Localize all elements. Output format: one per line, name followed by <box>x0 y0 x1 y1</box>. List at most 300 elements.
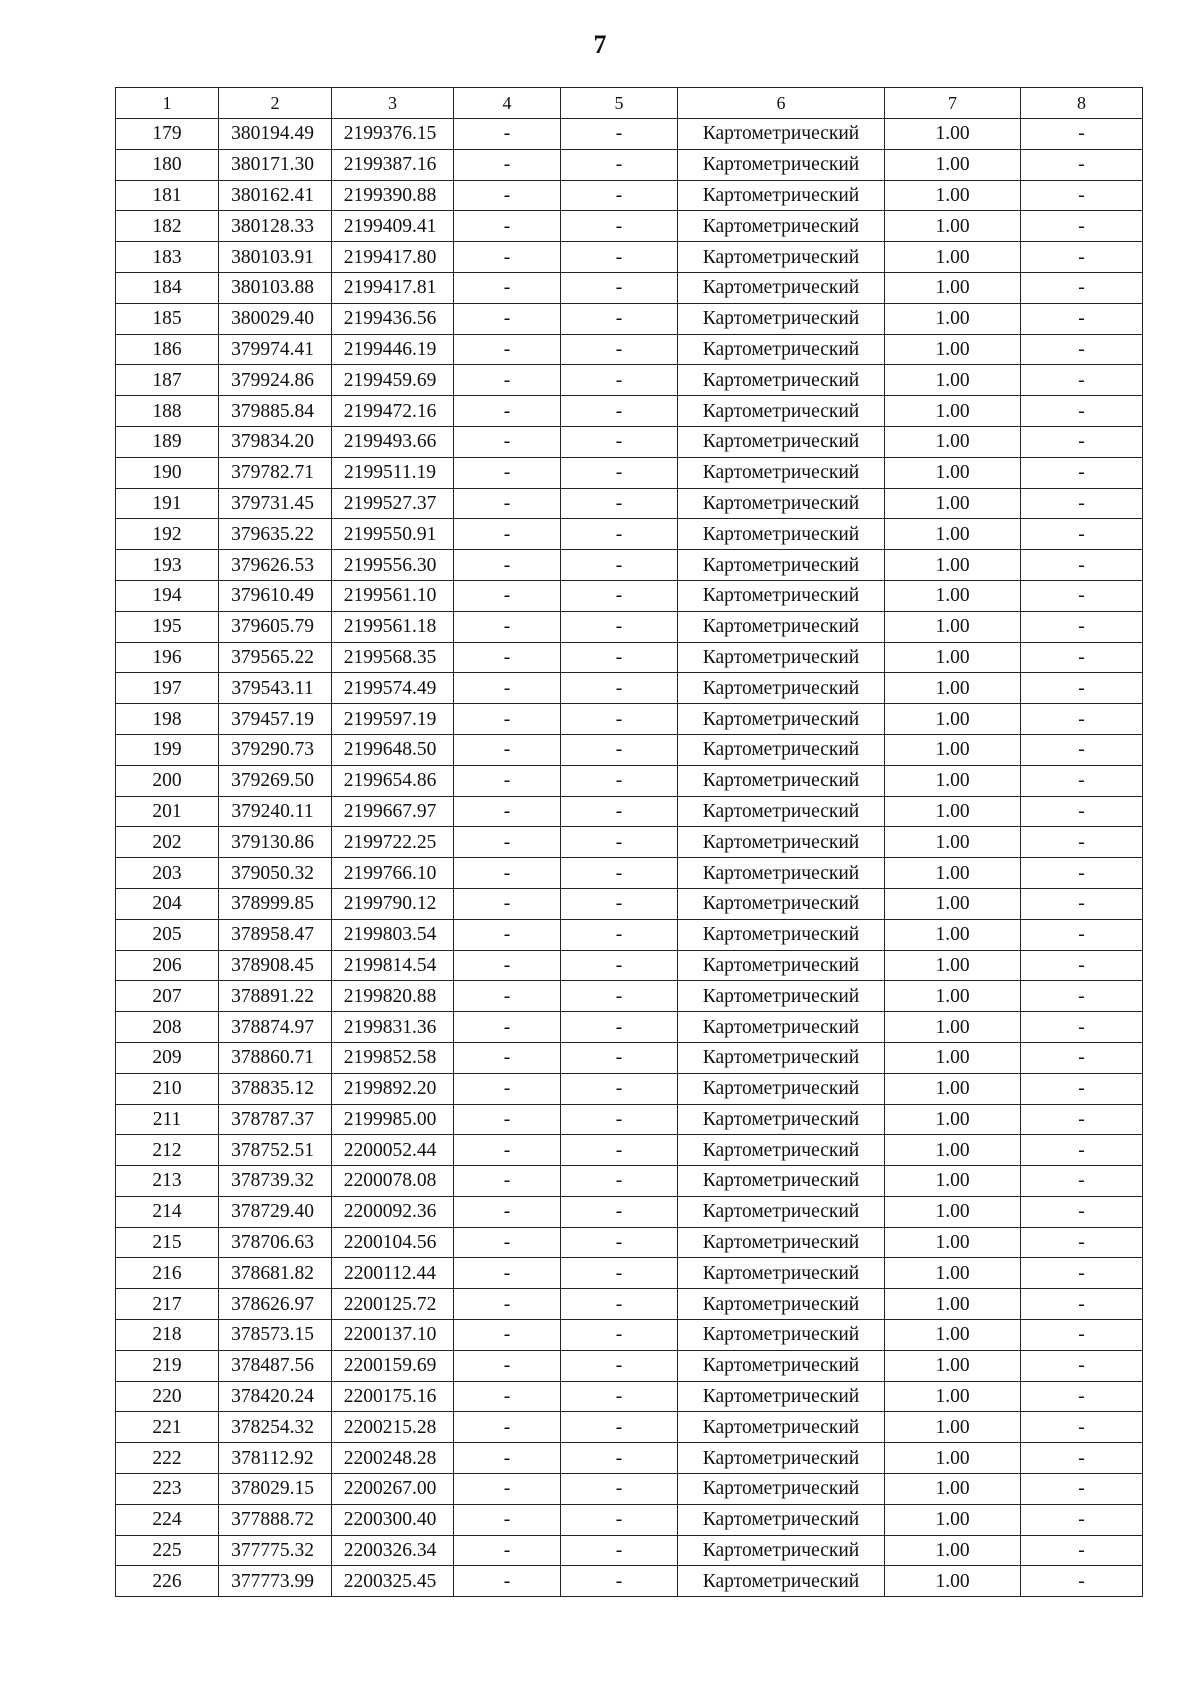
col8-cell: - <box>1021 1412 1143 1443</box>
accuracy-cell: 1.00 <box>885 858 1021 889</box>
y-coordinate-cell: 2199820.88 <box>332 981 454 1012</box>
x-coordinate-cell: 380103.91 <box>219 242 332 273</box>
accuracy-cell: 1.00 <box>885 1412 1021 1443</box>
col8-cell: - <box>1021 1566 1143 1597</box>
method-cell: Картометрический <box>678 642 885 673</box>
table-row <box>116 1474 1143 1505</box>
col4-cell: - <box>454 334 561 365</box>
method-cell: Картометрический <box>678 1042 885 1073</box>
y-coordinate-cell: 2200112.44 <box>332 1258 454 1289</box>
x-coordinate-cell: 379543.11 <box>219 673 332 704</box>
y-coordinate-cell: 2199831.36 <box>332 1012 454 1043</box>
col8-cell: - <box>1021 519 1143 550</box>
col5-cell: - <box>561 673 678 704</box>
method-cell: Картометрический <box>678 180 885 211</box>
table-row <box>116 119 1143 150</box>
table-body <box>116 88 1143 1597</box>
table-row <box>116 272 1143 303</box>
accuracy-cell: 1.00 <box>885 1443 1021 1474</box>
table-row <box>116 1166 1143 1197</box>
accuracy-cell: 1.00 <box>885 919 1021 950</box>
coordinates-table <box>115 87 1143 1597</box>
accuracy-cell: 1.00 <box>885 704 1021 735</box>
x-coordinate-cell: 379290.73 <box>219 734 332 765</box>
col4-cell: - <box>454 827 561 858</box>
point-number-cell: 191 <box>116 488 219 519</box>
y-coordinate-cell: 2199376.15 <box>332 119 454 150</box>
y-coordinate-cell: 2199722.25 <box>332 827 454 858</box>
y-coordinate-cell: 2200104.56 <box>332 1227 454 1258</box>
x-coordinate-cell: 378999.85 <box>219 888 332 919</box>
col4-cell: - <box>454 1258 561 1289</box>
method-cell: Картометрический <box>678 519 885 550</box>
method-cell: Картометрический <box>678 796 885 827</box>
col5-cell: - <box>561 888 678 919</box>
point-number-cell: 218 <box>116 1320 219 1351</box>
col5-cell: - <box>561 1196 678 1227</box>
col4-cell: - <box>454 1104 561 1135</box>
col8-cell: - <box>1021 796 1143 827</box>
col8-cell: - <box>1021 827 1143 858</box>
col8-cell: - <box>1021 1474 1143 1505</box>
accuracy-cell: 1.00 <box>885 1381 1021 1412</box>
method-cell: Картометрический <box>678 611 885 642</box>
col5-cell: - <box>561 580 678 611</box>
col4-cell: - <box>454 242 561 273</box>
col5-cell: - <box>561 1289 678 1320</box>
x-coordinate-cell: 378752.51 <box>219 1135 332 1166</box>
col4-cell: - <box>454 611 561 642</box>
point-number-cell: 179 <box>116 119 219 150</box>
col8-cell: - <box>1021 642 1143 673</box>
col8-cell: - <box>1021 334 1143 365</box>
col8-cell: - <box>1021 1042 1143 1073</box>
y-coordinate-cell: 2199387.16 <box>332 149 454 180</box>
point-number-cell: 226 <box>116 1566 219 1597</box>
x-coordinate-cell: 378874.97 <box>219 1012 332 1043</box>
method-cell: Картометрический <box>678 1504 885 1535</box>
method-cell: Картометрический <box>678 334 885 365</box>
accuracy-cell: 1.00 <box>885 303 1021 334</box>
table-row <box>116 1566 1143 1597</box>
x-coordinate-cell: 378891.22 <box>219 981 332 1012</box>
col5-cell: - <box>561 1474 678 1505</box>
point-number-cell: 203 <box>116 858 219 889</box>
method-cell: Картометрический <box>678 1320 885 1351</box>
y-coordinate-cell: 2199409.41 <box>332 211 454 242</box>
col4-cell: - <box>454 642 561 673</box>
col5-cell: - <box>561 1012 678 1043</box>
col8-cell: - <box>1021 888 1143 919</box>
col5-cell: - <box>561 1042 678 1073</box>
x-coordinate-cell: 380171.30 <box>219 149 332 180</box>
x-coordinate-cell: 379782.71 <box>219 457 332 488</box>
method-cell: Картометрический <box>678 303 885 334</box>
method-cell: Картометрический <box>678 1012 885 1043</box>
method-cell: Картометрический <box>678 1474 885 1505</box>
accuracy-cell: 1.00 <box>885 580 1021 611</box>
x-coordinate-cell: 379050.32 <box>219 858 332 889</box>
col5-cell: - <box>561 1258 678 1289</box>
x-coordinate-cell: 378029.15 <box>219 1474 332 1505</box>
x-coordinate-cell: 378958.47 <box>219 919 332 950</box>
point-number-cell: 221 <box>116 1412 219 1443</box>
col4-cell: - <box>454 1412 561 1443</box>
col8-cell: - <box>1021 303 1143 334</box>
col5-cell: - <box>561 765 678 796</box>
col8-cell: - <box>1021 211 1143 242</box>
col5-cell: - <box>561 365 678 396</box>
table-row <box>116 580 1143 611</box>
col4-cell: - <box>454 1381 561 1412</box>
y-coordinate-cell: 2199436.56 <box>332 303 454 334</box>
col5-cell: - <box>561 858 678 889</box>
table-row <box>116 1073 1143 1104</box>
col5-cell: - <box>561 1227 678 1258</box>
col5-cell: - <box>561 334 678 365</box>
method-cell: Картометрический <box>678 242 885 273</box>
table-row <box>116 211 1143 242</box>
table-row <box>116 919 1143 950</box>
table-row <box>116 888 1143 919</box>
col8-cell: - <box>1021 1320 1143 1351</box>
col5-cell: - <box>561 1443 678 1474</box>
col5-cell: - <box>561 981 678 1012</box>
table-row <box>116 827 1143 858</box>
col5-cell: - <box>561 426 678 457</box>
table-row <box>116 981 1143 1012</box>
table-row <box>116 642 1143 673</box>
x-coordinate-cell: 377775.32 <box>219 1535 332 1566</box>
y-coordinate-cell: 2200300.40 <box>332 1504 454 1535</box>
table-row <box>116 1504 1143 1535</box>
x-coordinate-cell: 379834.20 <box>219 426 332 457</box>
col8-cell: - <box>1021 1135 1143 1166</box>
y-coordinate-cell: 2199852.58 <box>332 1042 454 1073</box>
point-number-cell: 210 <box>116 1073 219 1104</box>
x-coordinate-cell: 379457.19 <box>219 704 332 735</box>
header-cell: 5 <box>561 88 678 119</box>
table-row <box>116 704 1143 735</box>
col4-cell: - <box>454 1350 561 1381</box>
x-coordinate-cell: 378835.12 <box>219 1073 332 1104</box>
col5-cell: - <box>561 1135 678 1166</box>
col5-cell: - <box>561 396 678 427</box>
y-coordinate-cell: 2200092.36 <box>332 1196 454 1227</box>
y-coordinate-cell: 2199459.69 <box>332 365 454 396</box>
accuracy-cell: 1.00 <box>885 119 1021 150</box>
col4-cell: - <box>454 1166 561 1197</box>
page-number: 7 <box>593 30 607 59</box>
y-coordinate-cell: 2199472.16 <box>332 396 454 427</box>
y-coordinate-cell: 2200215.28 <box>332 1412 454 1443</box>
col8-cell: - <box>1021 704 1143 735</box>
table-row <box>116 488 1143 519</box>
table-row <box>116 1289 1143 1320</box>
y-coordinate-cell: 2199568.35 <box>332 642 454 673</box>
point-number-cell: 201 <box>116 796 219 827</box>
col4-cell: - <box>454 858 561 889</box>
col4-cell: - <box>454 149 561 180</box>
method-cell: Картометрический <box>678 919 885 950</box>
accuracy-cell: 1.00 <box>885 1258 1021 1289</box>
col8-cell: - <box>1021 119 1143 150</box>
point-number-cell: 219 <box>116 1350 219 1381</box>
point-number-cell: 225 <box>116 1535 219 1566</box>
table-header-row <box>116 88 1143 119</box>
table-row <box>116 550 1143 581</box>
y-coordinate-cell: 2199417.81 <box>332 272 454 303</box>
point-number-cell: 198 <box>116 704 219 735</box>
col4-cell: - <box>454 1535 561 1566</box>
x-coordinate-cell: 379635.22 <box>219 519 332 550</box>
col4-cell: - <box>454 211 561 242</box>
col4-cell: - <box>454 550 561 581</box>
table-row <box>116 950 1143 981</box>
point-number-cell: 199 <box>116 734 219 765</box>
x-coordinate-cell: 378254.32 <box>219 1412 332 1443</box>
point-number-cell: 188 <box>116 396 219 427</box>
method-cell: Картометрический <box>678 488 885 519</box>
col8-cell: - <box>1021 765 1143 796</box>
table-row <box>116 734 1143 765</box>
y-coordinate-cell: 2199667.97 <box>332 796 454 827</box>
point-number-cell: 223 <box>116 1474 219 1505</box>
col5-cell: - <box>561 611 678 642</box>
method-cell: Картометрический <box>678 704 885 735</box>
col8-cell: - <box>1021 1196 1143 1227</box>
col5-cell: - <box>561 1566 678 1597</box>
y-coordinate-cell: 2199550.91 <box>332 519 454 550</box>
x-coordinate-cell: 380029.40 <box>219 303 332 334</box>
x-coordinate-cell: 378739.32 <box>219 1166 332 1197</box>
table-row <box>116 303 1143 334</box>
col5-cell: - <box>561 1073 678 1104</box>
y-coordinate-cell: 2199790.12 <box>332 888 454 919</box>
y-coordinate-cell: 2199493.66 <box>332 426 454 457</box>
col8-cell: - <box>1021 272 1143 303</box>
x-coordinate-cell: 379610.49 <box>219 580 332 611</box>
y-coordinate-cell: 2200175.16 <box>332 1381 454 1412</box>
point-number-cell: 206 <box>116 950 219 981</box>
accuracy-cell: 1.00 <box>885 1227 1021 1258</box>
col4-cell: - <box>454 1073 561 1104</box>
col5-cell: - <box>561 272 678 303</box>
point-number-cell: 216 <box>116 1258 219 1289</box>
y-coordinate-cell: 2199511.19 <box>332 457 454 488</box>
method-cell: Картометрический <box>678 888 885 919</box>
x-coordinate-cell: 380194.49 <box>219 119 332 150</box>
col4-cell: - <box>454 765 561 796</box>
point-number-cell: 222 <box>116 1443 219 1474</box>
y-coordinate-cell: 2199390.88 <box>332 180 454 211</box>
point-number-cell: 204 <box>116 888 219 919</box>
accuracy-cell: 1.00 <box>885 1135 1021 1166</box>
x-coordinate-cell: 380128.33 <box>219 211 332 242</box>
y-coordinate-cell: 2200325.45 <box>332 1566 454 1597</box>
method-cell: Картометрический <box>678 1443 885 1474</box>
method-cell: Картометрический <box>678 1166 885 1197</box>
col5-cell: - <box>561 704 678 735</box>
y-coordinate-cell: 2200248.28 <box>332 1443 454 1474</box>
col4-cell: - <box>454 888 561 919</box>
y-coordinate-cell: 2200137.10 <box>332 1320 454 1351</box>
col4-cell: - <box>454 1289 561 1320</box>
col4-cell: - <box>454 1443 561 1474</box>
header-cell: 4 <box>454 88 561 119</box>
col8-cell: - <box>1021 457 1143 488</box>
method-cell: Картометрический <box>678 426 885 457</box>
accuracy-cell: 1.00 <box>885 1504 1021 1535</box>
col5-cell: - <box>561 519 678 550</box>
x-coordinate-cell: 378860.71 <box>219 1042 332 1073</box>
col5-cell: - <box>561 211 678 242</box>
point-number-cell: 207 <box>116 981 219 1012</box>
col4-cell: - <box>454 1227 561 1258</box>
header-cell: 8 <box>1021 88 1143 119</box>
x-coordinate-cell: 378908.45 <box>219 950 332 981</box>
col8-cell: - <box>1021 1258 1143 1289</box>
x-coordinate-cell: 379731.45 <box>219 488 332 519</box>
x-coordinate-cell: 377888.72 <box>219 1504 332 1535</box>
point-number-cell: 215 <box>116 1227 219 1258</box>
y-coordinate-cell: 2199803.54 <box>332 919 454 950</box>
method-cell: Картометрический <box>678 765 885 796</box>
method-cell: Картометрический <box>678 1196 885 1227</box>
col8-cell: - <box>1021 550 1143 581</box>
y-coordinate-cell: 2200078.08 <box>332 1166 454 1197</box>
y-coordinate-cell: 2200159.69 <box>332 1350 454 1381</box>
point-number-cell: 181 <box>116 180 219 211</box>
table-row <box>116 1042 1143 1073</box>
col8-cell: - <box>1021 858 1143 889</box>
point-number-cell: 184 <box>116 272 219 303</box>
point-number-cell: 186 <box>116 334 219 365</box>
col5-cell: - <box>561 303 678 334</box>
accuracy-cell: 1.00 <box>885 950 1021 981</box>
table-row <box>116 180 1143 211</box>
method-cell: Картометрический <box>678 1104 885 1135</box>
col5-cell: - <box>561 242 678 273</box>
point-number-cell: 202 <box>116 827 219 858</box>
accuracy-cell: 1.00 <box>885 426 1021 457</box>
col4-cell: - <box>454 365 561 396</box>
y-coordinate-cell: 2199766.10 <box>332 858 454 889</box>
col4-cell: - <box>454 1566 561 1597</box>
x-coordinate-cell: 377773.99 <box>219 1566 332 1597</box>
col8-cell: - <box>1021 426 1143 457</box>
col8-cell: - <box>1021 1289 1143 1320</box>
method-cell: Картометрический <box>678 365 885 396</box>
accuracy-cell: 1.00 <box>885 457 1021 488</box>
accuracy-cell: 1.00 <box>885 149 1021 180</box>
method-cell: Картометрический <box>678 1135 885 1166</box>
header-cell: 7 <box>885 88 1021 119</box>
accuracy-cell: 1.00 <box>885 488 1021 519</box>
point-number-cell: 192 <box>116 519 219 550</box>
x-coordinate-cell: 379924.86 <box>219 365 332 396</box>
col8-cell: - <box>1021 1504 1143 1535</box>
method-cell: Картометрический <box>678 981 885 1012</box>
accuracy-cell: 1.00 <box>885 888 1021 919</box>
table-row <box>116 334 1143 365</box>
col4-cell: - <box>454 1196 561 1227</box>
y-coordinate-cell: 2199527.37 <box>332 488 454 519</box>
col4-cell: - <box>454 673 561 704</box>
y-coordinate-cell: 2199561.18 <box>332 611 454 642</box>
col5-cell: - <box>561 550 678 581</box>
accuracy-cell: 1.00 <box>885 1474 1021 1505</box>
method-cell: Картометрический <box>678 211 885 242</box>
table-row <box>116 149 1143 180</box>
accuracy-cell: 1.00 <box>885 1566 1021 1597</box>
accuracy-cell: 1.00 <box>885 611 1021 642</box>
header-cell: 6 <box>678 88 885 119</box>
point-number-cell: 185 <box>116 303 219 334</box>
accuracy-cell: 1.00 <box>885 180 1021 211</box>
method-cell: Картометрический <box>678 858 885 889</box>
col8-cell: - <box>1021 1012 1143 1043</box>
method-cell: Картометрический <box>678 457 885 488</box>
point-number-cell: 209 <box>116 1042 219 1073</box>
accuracy-cell: 1.00 <box>885 981 1021 1012</box>
accuracy-cell: 1.00 <box>885 796 1021 827</box>
col4-cell: - <box>454 580 561 611</box>
table-row <box>116 242 1143 273</box>
col4-cell: - <box>454 919 561 950</box>
col4-cell: - <box>454 272 561 303</box>
x-coordinate-cell: 378112.92 <box>219 1443 332 1474</box>
col8-cell: - <box>1021 396 1143 427</box>
x-coordinate-cell: 379626.53 <box>219 550 332 581</box>
point-number-cell: 189 <box>116 426 219 457</box>
col5-cell: - <box>561 919 678 950</box>
col4-cell: - <box>454 1474 561 1505</box>
point-number-cell: 187 <box>116 365 219 396</box>
method-cell: Картометрический <box>678 1289 885 1320</box>
accuracy-cell: 1.00 <box>885 827 1021 858</box>
x-coordinate-cell: 378706.63 <box>219 1227 332 1258</box>
col5-cell: - <box>561 1381 678 1412</box>
col8-cell: - <box>1021 950 1143 981</box>
table-row <box>116 1443 1143 1474</box>
method-cell: Картометрический <box>678 550 885 581</box>
y-coordinate-cell: 2199985.00 <box>332 1104 454 1135</box>
method-cell: Картометрический <box>678 119 885 150</box>
col8-cell: - <box>1021 734 1143 765</box>
point-number-cell: 214 <box>116 1196 219 1227</box>
y-coordinate-cell: 2200052.44 <box>332 1135 454 1166</box>
col8-cell: - <box>1021 611 1143 642</box>
x-coordinate-cell: 378487.56 <box>219 1350 332 1381</box>
x-coordinate-cell: 379565.22 <box>219 642 332 673</box>
x-coordinate-cell: 378681.82 <box>219 1258 332 1289</box>
accuracy-cell: 1.00 <box>885 765 1021 796</box>
point-number-cell: 182 <box>116 211 219 242</box>
x-coordinate-cell: 379974.41 <box>219 334 332 365</box>
accuracy-cell: 1.00 <box>885 519 1021 550</box>
method-cell: Картометрический <box>678 827 885 858</box>
col5-cell: - <box>561 734 678 765</box>
col4-cell: - <box>454 1042 561 1073</box>
point-number-cell: 193 <box>116 550 219 581</box>
col5-cell: - <box>561 642 678 673</box>
method-cell: Картометрический <box>678 1258 885 1289</box>
x-coordinate-cell: 378420.24 <box>219 1381 332 1412</box>
col4-cell: - <box>454 303 561 334</box>
accuracy-cell: 1.00 <box>885 272 1021 303</box>
x-coordinate-cell: 380162.41 <box>219 180 332 211</box>
